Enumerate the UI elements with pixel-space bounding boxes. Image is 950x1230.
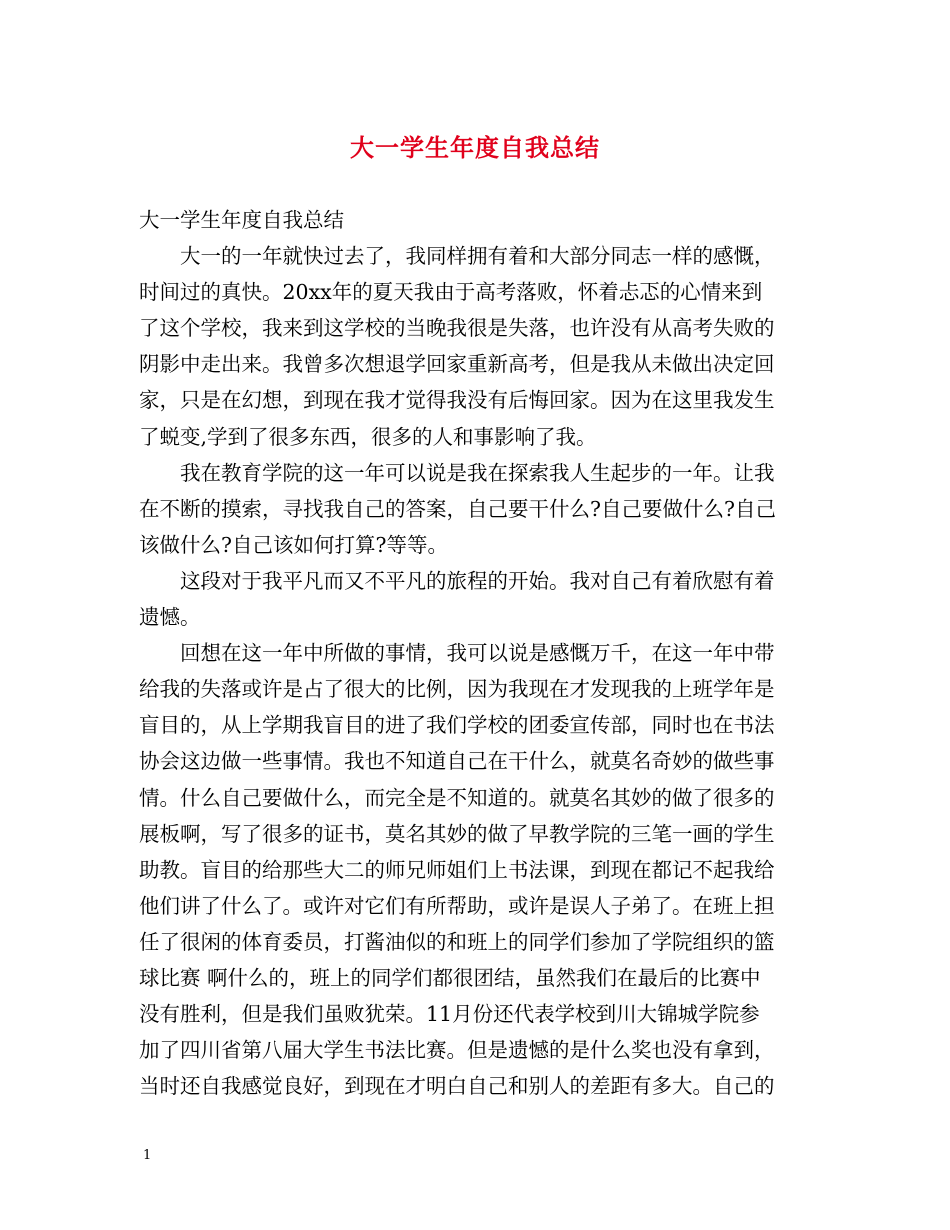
text-line: 该做什么?自己该如何打算?等等。 — [139, 532, 448, 557]
text-line: 当时还自我感觉良好，到现在才明白自己和别人的差距有多大。自己的 — [139, 1074, 775, 1099]
text-line: 展板啊，写了很多的证书，莫名其妙的做了早教学院的三笔一画的学生 — [139, 821, 775, 846]
text-line: 大一学生年度自我总结 — [139, 208, 344, 232]
text-line: 情。什么自己要做什么，而完全是不知道的。就莫名其妙的做了很多的 — [139, 785, 775, 810]
text-line: 了蜕变,学到了很多东西，很多的人和事影响了我。 — [139, 424, 597, 449]
text-line: 我在教育学院的这一年可以说是我在探索我人生起步的一年。让我 — [139, 460, 775, 485]
text-line: 助教。盲目的给那些大二的师兄师姐们上书法课，到现在都记不起我给 — [139, 857, 775, 882]
text-line: 他们讲了什么了。或许对它们有所帮助，或许是误人子弟了。在班上担 — [139, 893, 775, 918]
document-body — [139, 202, 817, 1104]
text-line: 在不断的摸索，寻找我自己的答案，自己要干什么?自己要做什么?自己 — [139, 496, 776, 521]
text-line: 没有胜利，但是我们虽败犹荣。11月份还代表学校到川大锦城学院参 — [139, 1002, 760, 1027]
text-line: 大一的一年就快过去了，我同样拥有着和大部分同志一样的感慨， — [139, 244, 775, 269]
text-line: 盲目的，从上学期我盲目的进了我们学校的团委宣传部，同时也在书法 — [139, 713, 775, 738]
text-line: 这段对于我平凡而又不平凡的旅程的开始。我对自己有着欣慰有着 — [139, 568, 775, 593]
page-number: 1 — [143, 1148, 152, 1163]
text-line: 遗憾。 — [139, 605, 201, 630]
text-line: 给我的失落或许是占了很大的比例，因为我现在才发现我的上班学年是 — [139, 677, 775, 702]
text-line: 阴影中走出来。我曾多次想退学回家重新高考，但是我从未做出决定回 — [139, 352, 775, 377]
text-line: 时间过的真快。20xx年的夏天我由于高考落败，怀着忐忑的心情来到 — [139, 280, 763, 305]
text-line: 家，只是在幻想，到现在我才觉得我没有后悔回家。因为在这里我发生 — [139, 388, 775, 413]
text-line: 任了很闲的体育委员，打酱油似的和班上的同学们参加了学院组织的篮 — [139, 929, 775, 954]
text-line: 回想在这一年中所做的事情，我可以说是感慨万千，在这一年中带 — [139, 641, 775, 666]
text-line: 球比赛 啊什么的，班上的同学们都很团结，虽然我们在最后的比赛中 — [139, 965, 761, 990]
text-line: 协会这边做一些事情。我也不知道自己在干什么，就莫名奇妙的做些事 — [139, 749, 775, 774]
text-line: 了这个学校，我来到这学校的当晚我很是失落，也许没有从高考失败的 — [139, 316, 775, 341]
document-title: 大一学生年度自我总结 — [350, 134, 600, 162]
text-line: 加了四川省第八届大学生书法比赛。但是遗憾的是什么奖也没有拿到， — [139, 1038, 775, 1063]
